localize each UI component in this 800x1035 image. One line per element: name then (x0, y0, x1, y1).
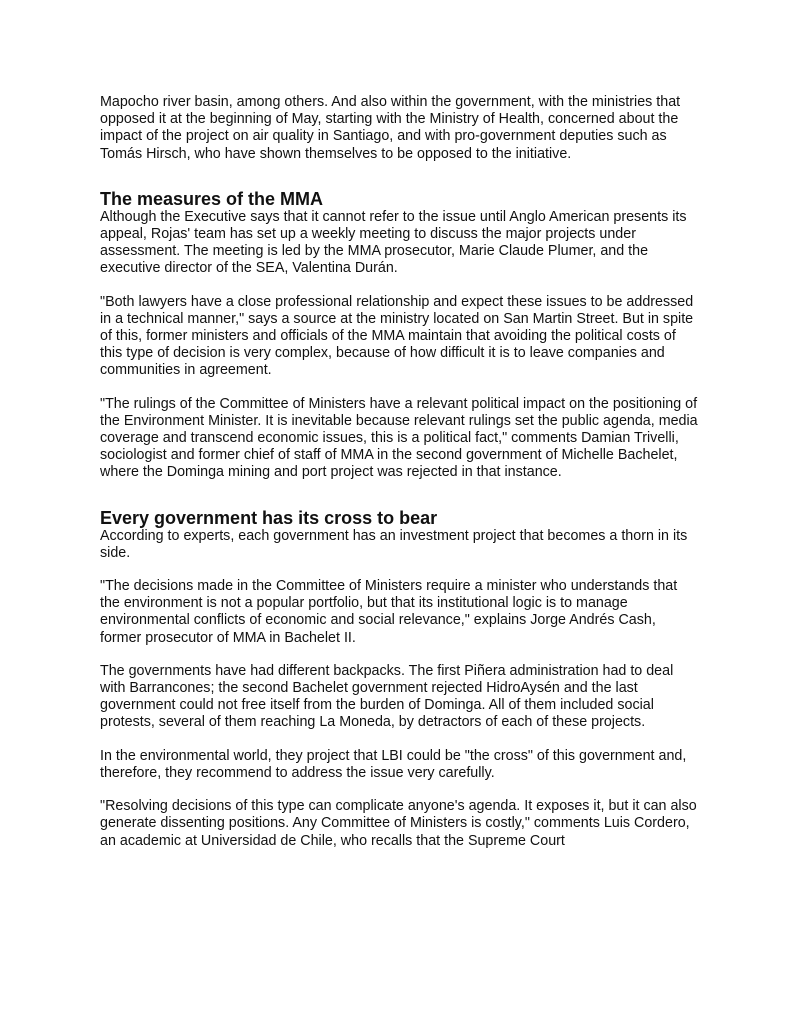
paragraph-mapocho: Mapocho river basin, among others. And also within the government, with the ministries that opposed it at the beginning of May, starting with the Ministry of Health, concerned about the impact of the project on air quality in Santiago, and with pro-government deputies such as Tomás Hirsch, who have shown themselves to be opposed to the initiative. (100, 94, 681, 162)
paragraph-backpacks: The governments have had different backpacks. The first Piñera administration had to deal with Barrancones; the second Bachelet government rejected HidroAysén and the last government could not free itself from the burden of Dominga. All of them included social protests, several of them reaching La Moneda, by detractors of each of these projects. (100, 662, 674, 731)
heading-cross-to-bear: Every government has its cross to bear (100, 507, 438, 528)
paragraph-environmental-world: In the environmental world, they project that LBI could be "the cross" of this government and, therefore, they recommend to address the issue very carefully. (100, 747, 687, 781)
paragraph-both-lawyers: "Both lawyers have a close professional relationship and expect these issues to be addressed in a technical manner," says a source at the ministry located on San Martin Street. But in spite of this, former ministers and officials of the MMA maintain that avoiding the political costs of this type of decision is very complex, because of how difficult it is to leave companies and communities in agreement. (100, 293, 694, 379)
heading-measures-of-mma: The measures of the MMA (100, 188, 324, 209)
paragraph-decisions-committee: "The decisions made in the Committee of Ministers require a minister who understands that the environment is not a popular portfolio, but that its institutional logic is to manage environmental conflicts of economic and social relevance," explains Jorge Andrés Cash, former prosecutor of MMA in Bachelet II. (100, 578, 678, 646)
paragraph-executive-meeting: Although the Executive says that it cannot refer to the issue until Anglo American presents its appeal, Rojas' team has set up a weekly meeting to discuss the major projects under assessment. The meeting is led by the MMA prosecutor, Marie Claude Plumer, and the executive director of the SEA, Valentina Durán. (100, 208, 687, 277)
document-page (100, 94, 700, 866)
paragraph-according-experts: According to experts, each government has an investment project that becomes a thorn in its side. (100, 527, 688, 561)
paragraph-rulings-committee: "The rulings of the Committee of Ministers have a relevant political impact on the positioning of the Environment Minister. It is inevitable because relevant rulings set the public agenda, media coverage and transcend economic issues, this is a political fact," comments Damian Trivelli, sociologist and former chief of staff of MMA in the second government of Michelle Bachelet, where the Dominga mining and port project was rejected in that instance. (100, 395, 698, 481)
paragraph-resolving-decisions: "Resolving decisions of this type can complicate anyone's agenda. It exposes it, but it can also generate dissenting positions. Any Committee of Ministers is costly," comments Luis Cordero, an academic at Universidad de Chile, who recalls that the Supreme Court (100, 798, 697, 849)
